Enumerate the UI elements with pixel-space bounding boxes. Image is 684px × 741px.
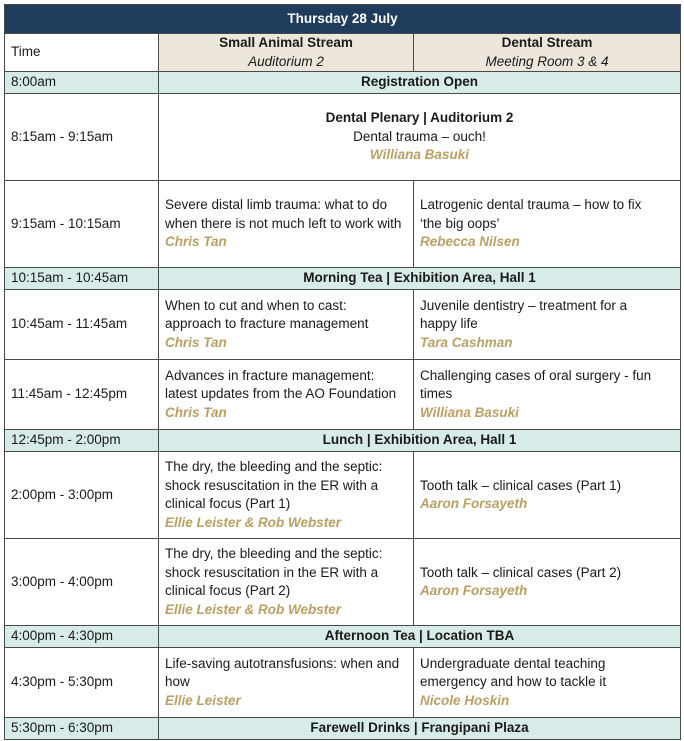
session-row <box>5 181 681 268</box>
session-title: Tooth talk – clinical cases (Part 2) <box>420 564 622 580</box>
session-title: emergency and how to tackle it <box>420 674 607 690</box>
plenary-row <box>5 94 681 181</box>
dental-stream-header <box>414 34 681 72</box>
speaker-name: Chris Tan <box>165 404 227 420</box>
session-row <box>5 360 681 430</box>
session-title: happy life <box>420 316 478 332</box>
stream-name: Dental Stream <box>501 35 593 50</box>
time-cell: 12:45pm - 2:00pm <box>5 430 159 452</box>
speaker-name: Nicole Hoskin <box>420 692 510 708</box>
day-title: Thursday 28 July <box>5 5 681 34</box>
session-title: Challenging cases of oral surgery - fun <box>420 367 652 383</box>
time-cell: 8:00am <box>5 72 159 94</box>
break-row <box>5 72 681 94</box>
session-cell <box>414 181 681 268</box>
session-title: clinical focus (Part 1) <box>165 496 291 511</box>
session-title: Dental trauma – ouch! <box>353 128 486 144</box>
speaker-name: Tara Cashman <box>420 334 513 350</box>
session-title: Severe distal limb trauma: what to do <box>165 197 388 213</box>
schedule-table <box>4 4 681 740</box>
break-row <box>5 430 681 452</box>
time-cell: 10:15am - 10:45am <box>5 268 159 290</box>
session-title: Latrogenic dental trauma – how to fix <box>420 197 642 213</box>
small-animal-stream-header <box>159 34 414 72</box>
stream-name: Small Animal Stream <box>219 35 353 50</box>
time-cell: 3:00pm - 4:00pm <box>5 539 159 626</box>
session-cell <box>414 648 681 718</box>
time-cell: 5:30pm - 6:30pm <box>5 718 159 740</box>
session-row <box>5 452 681 539</box>
time-cell: 4:00pm - 4:30pm <box>5 626 159 648</box>
session-cell <box>159 360 414 430</box>
session-row <box>5 648 681 718</box>
session-cell <box>159 539 414 626</box>
session-cell <box>414 290 681 360</box>
session-title: Life-saving autotransfusions: when and <box>165 655 400 671</box>
session-title: ‘the big oops’ <box>420 215 500 231</box>
session-cell <box>159 648 414 718</box>
speaker-name: Ellie Leister & Rob Webster <box>165 514 342 530</box>
session-title: how <box>165 674 190 690</box>
session-title: The dry, the bleeding and the septic: <box>165 459 383 474</box>
time-cell: 10:45am - 11:45am <box>5 290 159 360</box>
session-row <box>5 290 681 360</box>
speaker-name: Ellie Leister & Rob Webster <box>165 601 342 617</box>
speaker-name: Aaron Forsayeth <box>420 496 528 511</box>
session-title: Advances in fracture management: <box>165 367 375 383</box>
session-title: shock resuscitation in the ER with a <box>165 477 379 493</box>
session-title: latest updates from the AO Foundation <box>165 386 397 402</box>
session-title: When to cut and when to cast: <box>165 297 347 313</box>
session-title: The dry, the bleeding and the septic: <box>165 546 383 561</box>
session-title: clinical focus (Part 2) <box>165 583 291 598</box>
session-title: approach to fracture management <box>165 316 369 332</box>
break-cell: Registration Open <box>159 72 681 94</box>
title-row <box>5 5 681 34</box>
break-cell: Afternoon Tea | Location TBA <box>159 626 681 648</box>
break-cell: Lunch | Exhibition Area, Hall 1 <box>159 430 681 452</box>
speaker-name: Chris Tan <box>165 234 227 250</box>
speaker-name: Ellie Leister <box>165 692 241 708</box>
session-title: when there is not much left to work with <box>165 215 402 231</box>
session-cell <box>159 181 414 268</box>
time-header: Time <box>5 34 159 72</box>
break-row <box>5 626 681 648</box>
break-cell: Morning Tea | Exhibition Area, Hall 1 <box>159 268 681 290</box>
session-cell <box>159 452 414 539</box>
time-cell: 11:45am - 12:45pm <box>5 360 159 430</box>
program-schedule <box>4 4 680 740</box>
plenary-cell <box>159 94 681 181</box>
session-cell <box>414 360 681 430</box>
session-title: Undergraduate dental teaching <box>420 655 606 671</box>
speaker-name: Williana Basuki <box>370 147 469 163</box>
session-title: shock resuscitation in the ER with a <box>165 564 379 580</box>
stream-room: Meeting Room 3 & 4 <box>485 53 609 69</box>
header-row <box>5 34 681 72</box>
speaker-name: Williana Basuki <box>420 404 519 420</box>
stream-room: Auditorium 2 <box>248 53 324 69</box>
session-title: times <box>420 386 453 402</box>
session-cell <box>414 539 681 626</box>
time-cell: 4:30pm - 5:30pm <box>5 648 159 718</box>
session-row <box>5 539 681 626</box>
time-cell: 2:00pm - 3:00pm <box>5 452 159 539</box>
session-title: Tooth talk – clinical cases (Part 1) <box>420 477 622 493</box>
break-row <box>5 268 681 290</box>
time-cell: 8:15am - 9:15am <box>5 94 159 181</box>
break-row <box>5 718 681 740</box>
speaker-name: Aaron Forsayeth <box>420 583 528 598</box>
speaker-name: Chris Tan <box>165 334 227 350</box>
plenary-heading: Dental Plenary | Auditorium 2 <box>325 110 514 126</box>
session-title: Juvenile dentistry – treatment for a <box>420 297 628 313</box>
session-cell <box>159 290 414 360</box>
break-cell: Farewell Drinks | Frangipani Plaza <box>159 718 681 740</box>
speaker-name: Rebecca Nilsen <box>420 234 520 250</box>
time-cell: 9:15am - 10:15am <box>5 181 159 268</box>
session-cell <box>414 452 681 539</box>
